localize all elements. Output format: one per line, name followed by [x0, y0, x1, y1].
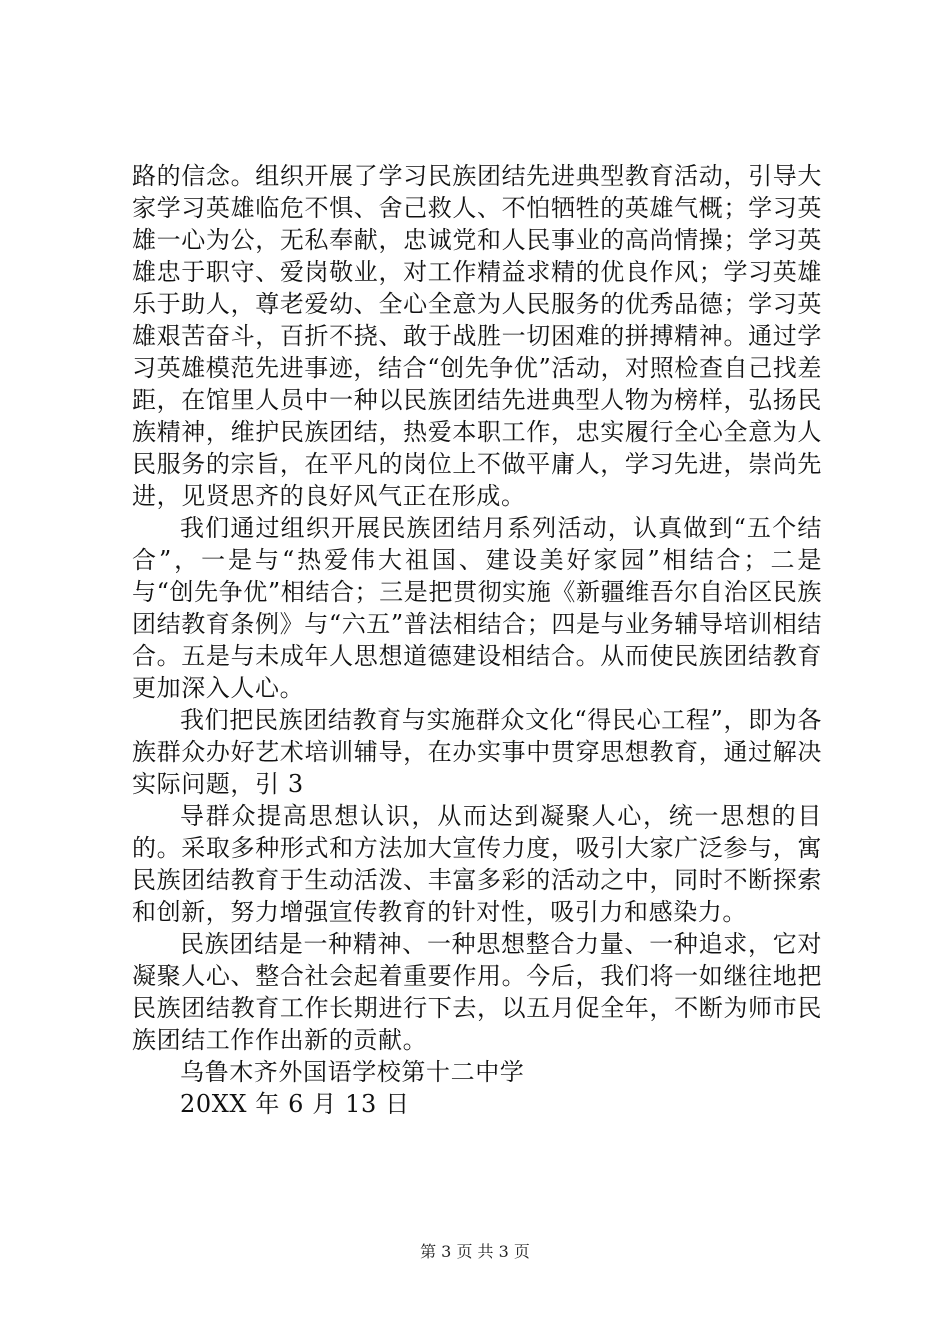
document-body [132, 160, 822, 1120]
paragraph-1: 路的信念。组织开展了学习民族团结先进典型教育活动，引导大家学习英雄临危不惧、舍己救人、不怕牺牲的英雄气概；学习英雄一心为公，无私奉献，忠诚党和人民事业的高尚情操；学习英雄忠于职守、爱岗敬业，对工作精益求精的优良作风；学习英雄乐于助人，尊老爱幼、全心全意为人民服务的优秀品德；学习英雄艰苦奋斗，百折不挠、敢于战胜一切困难的拼搏精神。通过学习英雄模范先进事迹，结合“创先争优”活动，对照检查自己找差距，在馆里人员中一种以民族团结先进典型人物为榜样，弘扬民族精神，维护民族团结，热爱本职工作，忠实履行全心全意为人民服务的宗旨，在平凡的岗位上不做平庸人，学习先进，崇尚先进，见贤思齐的良好风气正在形成。 [132, 162, 822, 510]
page-footer: 第 3 页 共 3 页 [420, 1242, 530, 1261]
paragraph-3: 我们把民族团结教育与实施群众文化“得民心工程”，即为各族群众办好艺术培训辅导，在办实事中贯穿思想教育，通过解决实际问题，引 3 [132, 706, 822, 798]
paragraph-4: 导群众提高思想认识，从而达到凝聚人心，统一思想的目的。采取多种形式和方法加大宣传力度，吸引大家广泛参与，寓民族团结教育于生动活泼、丰富多彩的活动之中，同时不断探索和创新，努力增强宣传教育的针对性，吸引力和感染力。 [132, 802, 822, 926]
paragraph-2: 我们通过组织开展民族团结月系列活动，认真做到“五个结合”，一是与“热爱伟大祖国、建设美好家园”相结合；二是与“创先争优”相结合；三是把贯彻实施《新疆维吾尔自治区民族团结教育条例》与“六五”普法相结合；四是与业务辅导培训相结合。五是与未成年人思想道德建设相结合。从而使民族团结教育更加深入人心。 [132, 514, 822, 702]
signature-organization: 乌鲁木齐外国语学校第十二中学 [180, 1058, 525, 1086]
signature-date: 20XX 年 6 月 13 日 [180, 1090, 410, 1118]
paragraph-5: 民族团结是一种精神、一种思想整合力量、一种追求，它对凝聚人心、整合社会起着重要作用。今后，我们将一如继往地把民族团结教育工作长期进行下去，以五月促全年，不断为师市民族团结工作作出新的贡献。 [132, 930, 822, 1054]
